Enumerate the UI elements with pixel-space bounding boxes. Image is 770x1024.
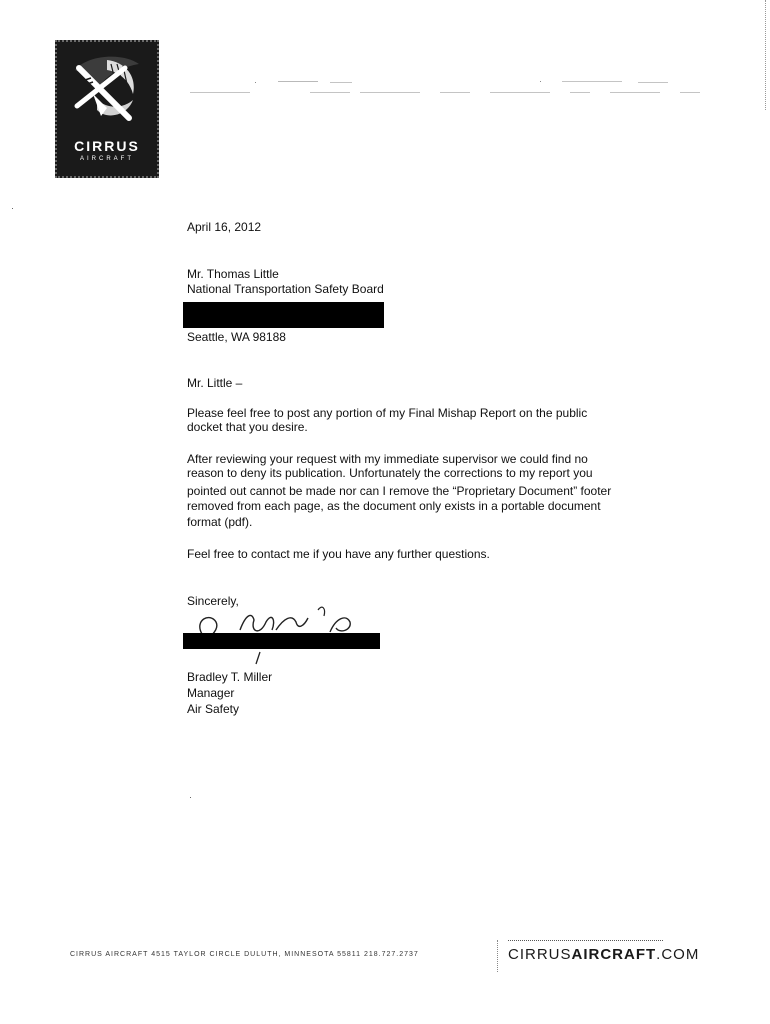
recipient-organization: National Transportation Safety Board (187, 282, 384, 296)
footer-url (508, 946, 699, 963)
signature-redaction (183, 633, 380, 649)
paragraph-1-line-1: Please feel free to post any portion of my Final Mishap Report on the public (187, 406, 588, 420)
recipient-name: Mr. Thomas Little (187, 267, 279, 281)
salutation: Mr. Little – (187, 376, 243, 390)
paragraph-3: Feel free to contact me if you have any further questions. (187, 547, 490, 561)
signer-title-2: Air Safety (187, 702, 240, 716)
footer-divider (497, 940, 499, 972)
footer-url-suffix: .COM (656, 946, 700, 963)
scan-margin-mark (765, 0, 767, 110)
paragraph-2-line-3: pointed out cannot be made nor can I remove the “Proprietary Document” footer (187, 484, 612, 498)
cirrus-logo (55, 40, 159, 178)
paragraph-2-line-1: After reviewing your request with my immediate supervisor we could find no (187, 452, 588, 466)
signer-title-1: Manager (187, 686, 235, 700)
logo-wordmark: CIRRUS (74, 138, 140, 154)
closing: Sincerely, (187, 594, 239, 608)
footer-url-rule (508, 940, 663, 942)
signer-name: Bradley T. Miller (187, 670, 273, 684)
footer-url-bold: AIRCRAFT (571, 946, 657, 963)
footer-address: CIRRUS AIRCRAFT 4515 TAYLOR CIRCLE DULUTH, MINNESOTA 55811 218.727.2737 (70, 951, 419, 958)
paragraph-2-line-4: removed from each page, as the document only exists in a portable document (187, 499, 601, 513)
scan-speck (12, 208, 13, 209)
header-scan-marks (190, 80, 705, 96)
paragraph-2-line-5: format (pdf). (187, 515, 253, 529)
handwritten-signature (180, 600, 380, 668)
letter-date: April 16, 2012 (187, 220, 262, 234)
recipient-city: Seattle, WA 98188 (187, 330, 286, 344)
logo-subtitle: AIRCRAFT (80, 156, 134, 162)
scan-speck (190, 797, 191, 798)
paragraph-1-line-2: docket that you desire. (187, 420, 308, 434)
address-redaction (183, 302, 384, 328)
aircraft-logo-icon (67, 50, 147, 130)
footer-url-prefix: CIRRUS (508, 946, 572, 963)
paragraph-2-line-2: reason to deny its publication. Unfortunately the corrections to my report you (187, 466, 593, 480)
